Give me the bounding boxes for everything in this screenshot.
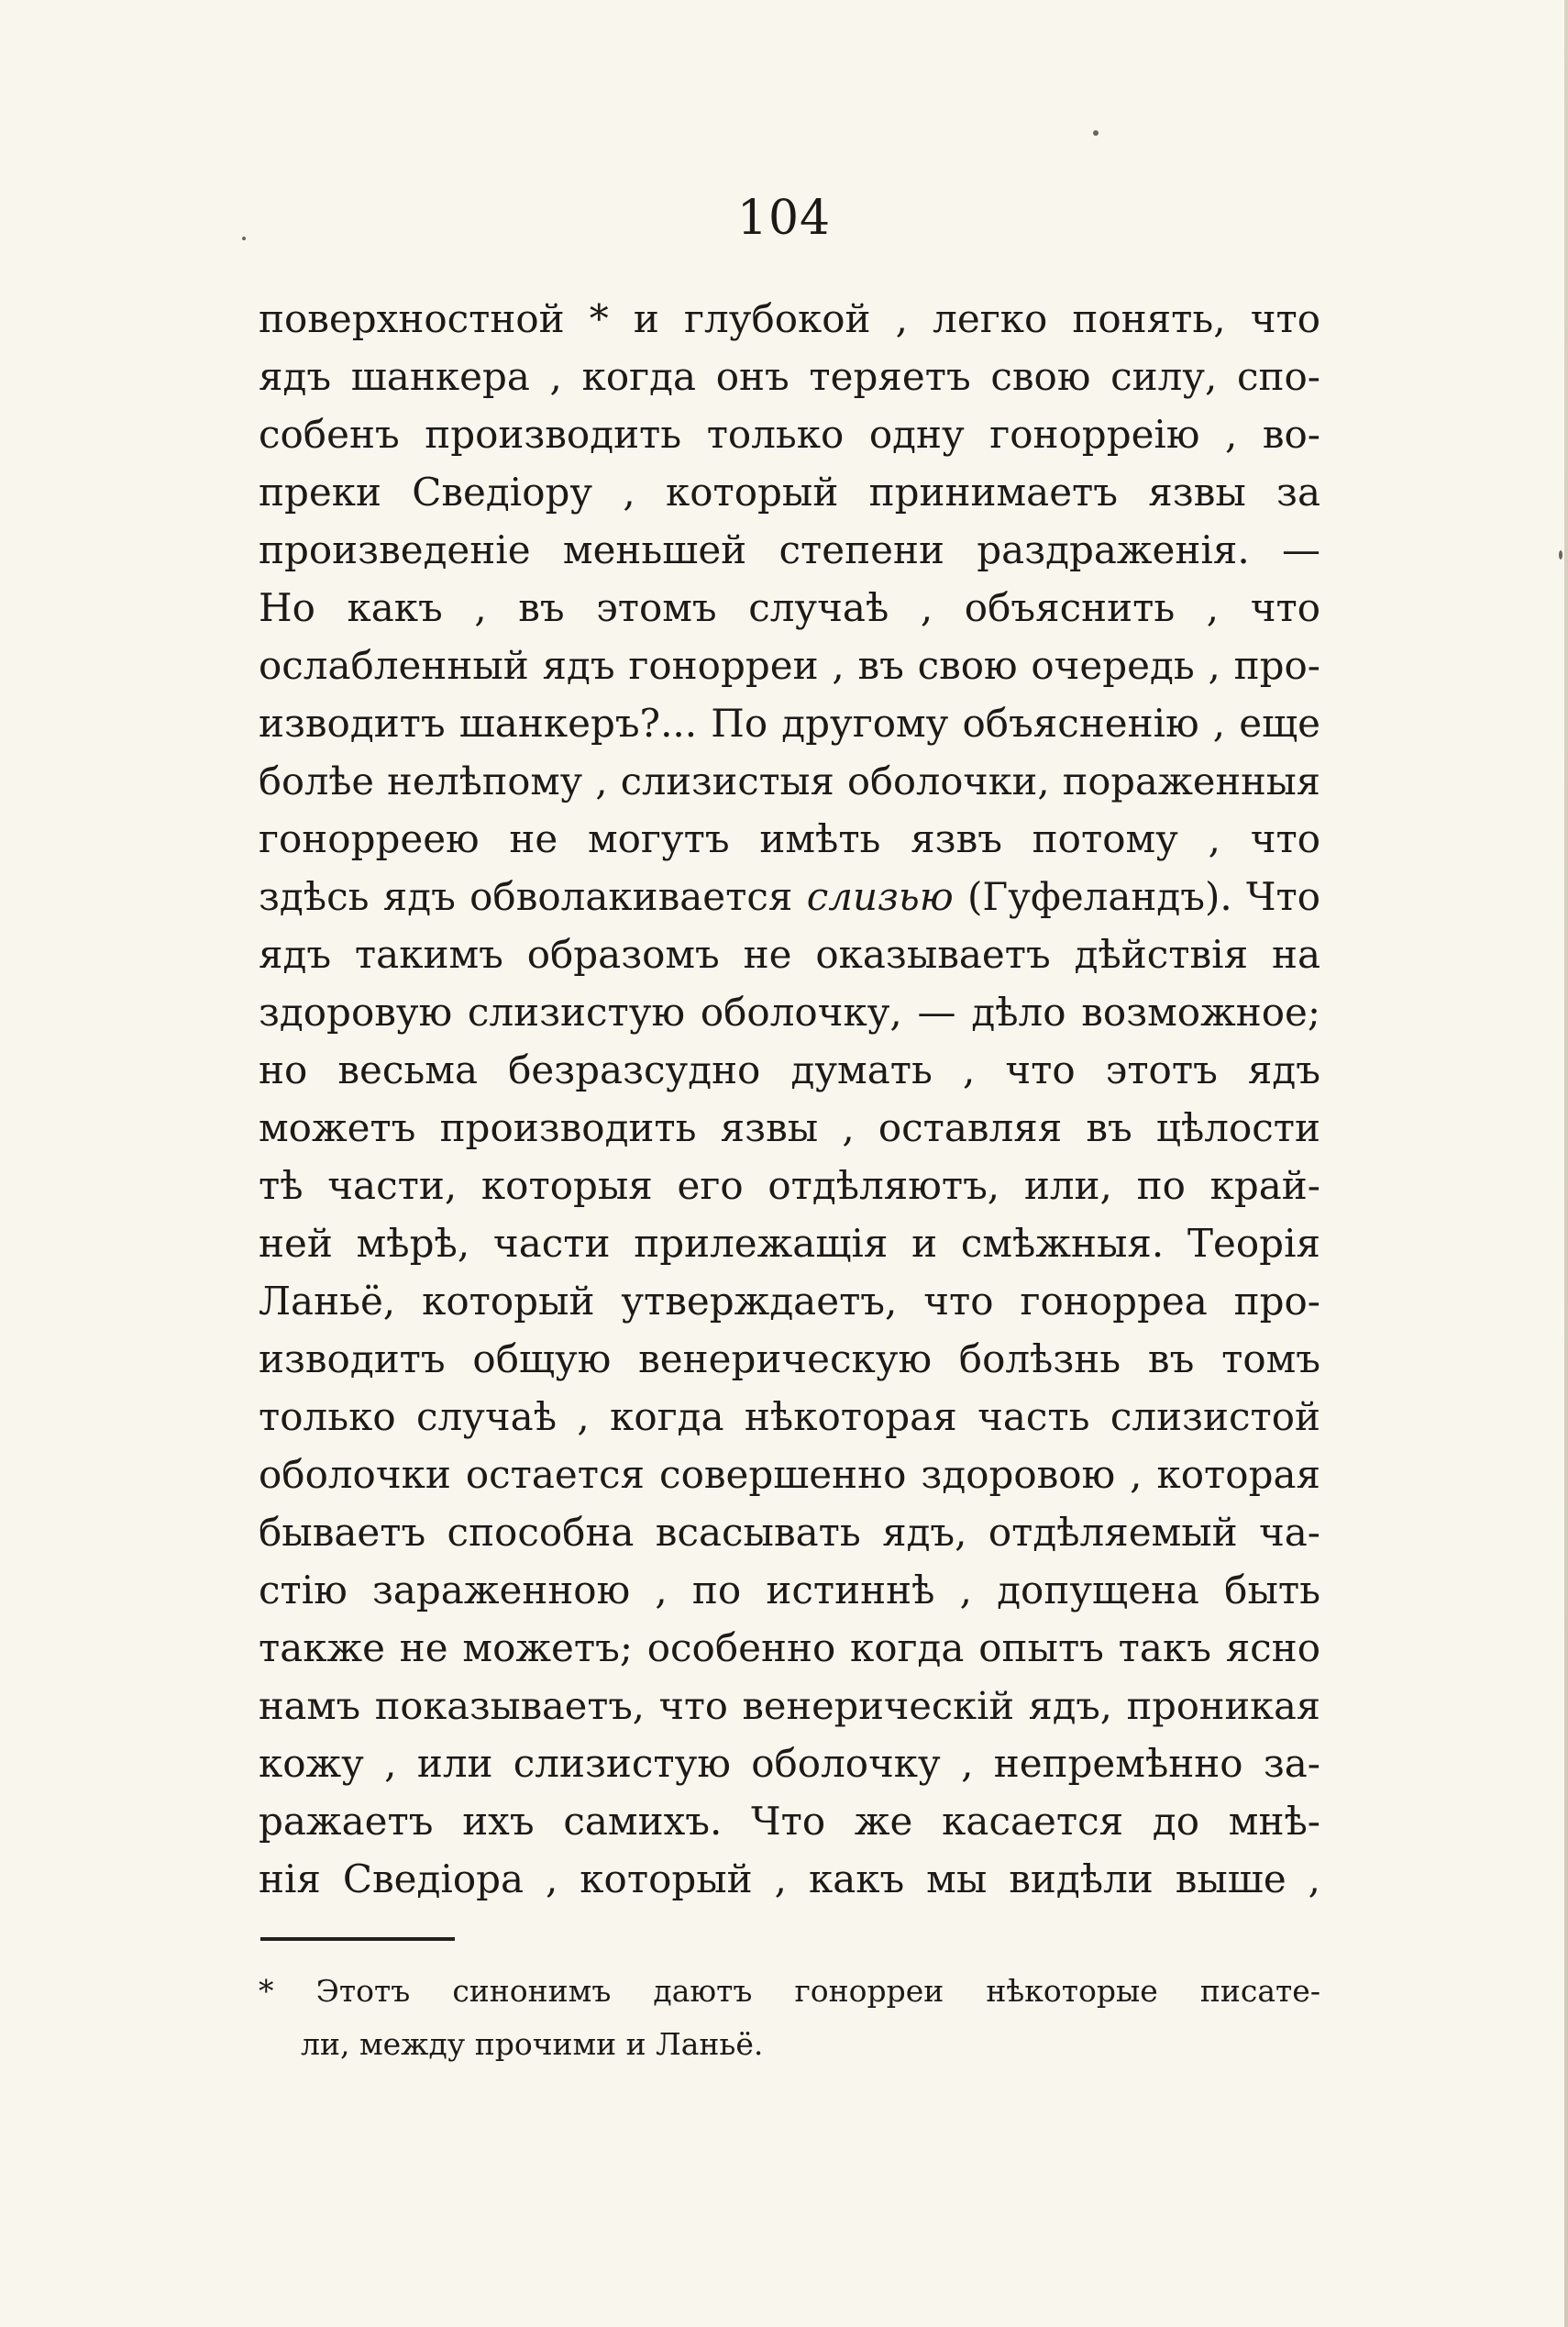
text-line: произведеніе меньшей степени раздраженія. —	[259, 527, 1320, 572]
text-line: намъ показываетъ, что венерическій ядъ, проникая	[259, 1683, 1320, 1728]
text-line: поверхностной * и глубокой , легко понять, что	[259, 296, 1320, 341]
text-line: собенъ производить только одну гонорреію , во-	[259, 412, 1320, 457]
text-line: гонорреею не могутъ имѣть язвъ потому , что	[259, 816, 1320, 861]
text-line: только случаѣ , когда нѣкоторая часть слизистой	[259, 1394, 1320, 1439]
text-line: здоровую слизистую оболочку, — дѣло возможное;	[259, 990, 1320, 1035]
ink-speck	[1559, 550, 1562, 560]
page-edge	[1564, 0, 1568, 2327]
text-line: можетъ производить язвы , оставляя въ цѣлости	[259, 1105, 1320, 1150]
text-line: ражаетъ ихъ самихъ. Что же касается до мнѣ-	[259, 1799, 1320, 1844]
text-line: ней мѣрѣ, части прилежащія и смѣжныя. Теорія	[259, 1221, 1320, 1266]
text-line: Но какъ , въ этомъ случаѣ , объяснить , что	[259, 585, 1320, 630]
text-line: ядъ такимъ образомъ не оказываетъ дѣйствія на	[259, 932, 1320, 977]
text-line: нія Сведіора , который , какъ мы видѣли выше ,	[259, 1856, 1320, 1901]
text-line: здѣсь ядъ обволакивается слизью (Гуфеландъ). Что	[259, 874, 1320, 919]
text-line: стію зараженною , по истиннѣ , допущена быть	[259, 1568, 1320, 1612]
body-text	[259, 290, 1320, 1908]
italic-word: слизью	[806, 874, 954, 919]
text-line: но весьма безразсудно думать , что этотъ ядъ	[259, 1047, 1320, 1092]
footnote-line: * Этотъ синонимъ даютъ гонорреи нѣкоторые писате-	[259, 1973, 1320, 2009]
text-line: Ланьё, который утверждаетъ, что гонорреа про-	[259, 1279, 1320, 1324]
footnote-line: ли, между прочими и Ланьё.	[301, 2026, 764, 2062]
page-number: 104	[736, 191, 832, 246]
text-line: ослабленный ядъ гонорреи , въ свою очередь , про-	[259, 643, 1320, 688]
text-line: кожу , или слизистую оболочку , непремѣнно за-	[259, 1741, 1320, 1786]
text-line: изводитъ общую венерическую болѣзнь въ томъ	[259, 1336, 1320, 1381]
text-line: болѣе нелѣпому , слизистыя оболочки, пораженныя	[259, 759, 1320, 803]
ink-speck	[1093, 130, 1099, 136]
text-line: бываетъ способна всасывать ядъ, отдѣляемый ча-	[259, 1510, 1320, 1555]
footnote	[259, 1965, 1320, 2071]
text-line: оболочки остается совершенно здоровою , которая	[259, 1452, 1320, 1497]
text-line: изводитъ шанкеръ?... По другому объясненію , еще	[259, 701, 1320, 746]
text-line: преки Сведіору , который принимаетъ язвы за	[259, 470, 1320, 515]
text-line: ядъ шанкера , когда онъ теряетъ свою силу, спо-	[259, 354, 1320, 399]
text-line: тѣ части, которыя его отдѣляютъ, или, по край-	[259, 1163, 1320, 1208]
text-line: также не можетъ; особенно когда опытъ такъ ясно	[259, 1625, 1320, 1670]
footnote-rule	[260, 1937, 455, 1941]
